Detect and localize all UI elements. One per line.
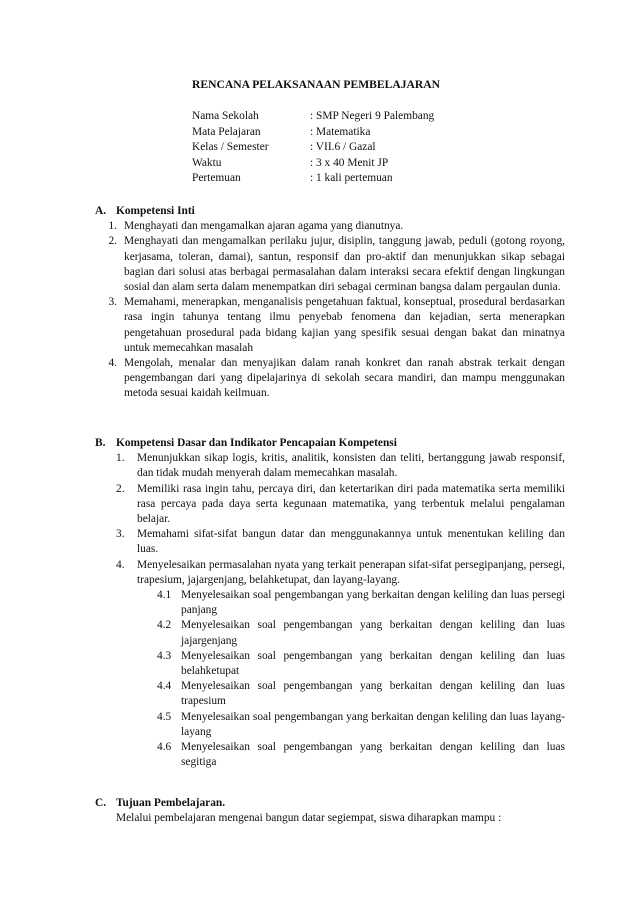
list-item: [95, 482, 565, 528]
indicator-text: Menyelesaikan soal pengembangan yang berkaitan dengan keliling dan luas persegi panjang: [181, 589, 565, 617]
item-number: 4.: [108, 357, 117, 370]
item-number: 3.: [116, 528, 125, 541]
document-title: RENCANA PELAKSANAAN PEMBELAJARAN: [192, 78, 440, 91]
section-title: Kompetensi Dasar dan Indikator Pencapaian Kompetensi: [116, 437, 397, 449]
section-letter: C.: [95, 797, 107, 809]
list-item: [95, 219, 565, 234]
info-row: [192, 156, 434, 172]
indicator-number: 4.4: [157, 680, 172, 693]
info-value: : VII.6 / Gazal: [310, 141, 376, 154]
section-kompetensi-dasar: [95, 436, 565, 770]
info-label: Nama Sekolah: [192, 110, 259, 122]
item-number: 3.: [108, 296, 117, 309]
item-number: 1.: [116, 452, 125, 465]
indicator-number: 4.5: [157, 710, 172, 723]
section-heading: [95, 204, 565, 219]
item-text: Memiliki rasa ingin tahu, percaya diri, dan ketertarikan diri pada matematika serta memiliki rasa percaya pada daya serta kegunaan matematika, yang terbentuk melalui pengalaman belajar.: [137, 482, 565, 526]
item-text: Menunjukkan sikap logis, kritis, analitik, konsisten dan teliti, bertanggung jawab responsif, dan tidak mudah menyerah dalam memecahkan masalah.: [137, 452, 565, 480]
section-heading: [95, 796, 565, 811]
info-label: Waktu: [192, 156, 222, 169]
section-letter: A.: [95, 205, 107, 217]
info-value: : SMP Negeri 9 Palembang: [310, 110, 435, 122]
indicator-item: [95, 588, 565, 618]
indicator-item: [95, 618, 565, 648]
indicator-number: 4.1: [157, 589, 172, 602]
section-letter: B.: [95, 437, 106, 449]
info-value: : Matematika: [310, 125, 371, 138]
info-row: [192, 171, 434, 187]
indicator-text: Menyelesaikan soal pengembangan yang berkaitan dengan keliling dan luas trapesium: [181, 680, 565, 708]
list-item: [95, 558, 565, 588]
item-text: Menyelesaikan permasalahan nyata yang terkait penerapan sifat-sifat persegipanjang, persegi, trapesium, jajargenjang, belahketupat, dan layang-layang.: [137, 558, 565, 586]
indicator-item: [95, 649, 565, 679]
indicator-text: Menyelesaikan soal pengembangan yang berkaitan dengan keliling dan luas segitiga: [181, 741, 565, 769]
item-text: Memahami, menerapkan, menganalisis pengetahuan faktual, konseptual, prosedural berdasarkan rasa ingin tahunya tentang ilmu penyebab fenomena dan kejadian, serta menerapkan pengetahuan prosedural pada bidang kajian yang spesifik sesuai dengan bakat dan minatnya untuk memecahkan masalah: [124, 296, 565, 354]
info-row: [192, 125, 434, 141]
indicator-text: Menyelesaikan soal pengembangan yang berkaitan dengan keliling dan luas jajargenjang: [181, 619, 565, 647]
info-value: : 3 x 40 Menit JP: [310, 156, 389, 169]
indicator-number: 4.2: [157, 619, 172, 632]
item-number: 4.: [116, 558, 125, 571]
indicator-item: [95, 679, 565, 709]
section-tujuan-pembelajaran: [95, 796, 565, 826]
section-title: Tujuan Pembelajaran.: [116, 797, 226, 809]
identity-table: [192, 109, 434, 187]
info-label: Mata Pelajaran: [192, 125, 261, 138]
item-number: 2.: [108, 235, 117, 248]
list-item: [95, 527, 565, 557]
section-paragraph: Melalui pembelajaran mengenai bangun datar segiempat, siswa diharapkan mampu :: [116, 812, 502, 825]
info-row: [192, 140, 434, 156]
item-text: Menghayati dan mengamalkan ajaran agama yang dianutnya.: [124, 220, 404, 233]
section-heading: [95, 436, 565, 451]
indicator-text: Menyelesaikan soal pengembangan yang berkaitan dengan keliling dan luas belahketupat: [181, 649, 565, 678]
info-row: [192, 109, 434, 125]
indicator-item: [95, 710, 565, 740]
section-kompetensi-inti: [95, 204, 565, 402]
item-number: 2.: [116, 482, 125, 495]
list-item: [95, 451, 565, 481]
info-label: Pertemuan: [192, 172, 241, 185]
item-text: Memahami sifat-sifat bangun datar dan menggunakannya untuk menentukan keliling dan luas.: [137, 528, 565, 556]
list-item: [95, 234, 565, 295]
list-item: [95, 295, 565, 356]
indicator-text: Menyelesaikan soal pengembangan yang berkaitan dengan keliling dan luas layang-layang: [181, 710, 565, 738]
item-number: 1.: [108, 220, 117, 233]
indicator-item: [95, 740, 565, 770]
info-value: : 1 kali pertemuan: [310, 172, 393, 185]
item-text: Menghayati dan mengamalkan perilaku jujur, disiplin, tanggung jawab, peduli (gotong royong, kerjasama, toleran, damai), santun, responsif dan pro-aktif dan menunjukkan sikap sebagai bagian dari solusi atas berbagai permasalahan dalam interaksi secara efektif dengan lingkungan sosial dan alam serta dalam menempatkan diri sebagai cerminan bangsa dalam pergaulan dunia.: [124, 235, 565, 294]
item-text: Mengolah, menalar dan menyajikan dalam ranah konkret dan ranah abstrak terkait dengan pengembangan dari yang dipelajarinya di sekolah secara mandiri, dan mampu menggunakan metoda sesuai kaidah keilmuan.: [124, 357, 565, 400]
section-title: Kompetensi Inti: [116, 205, 195, 217]
info-label: Kelas / Semester: [192, 141, 269, 154]
indicator-number: 4.6: [157, 741, 172, 754]
indicator-number: 4.3: [157, 649, 172, 662]
list-item: [95, 356, 565, 402]
